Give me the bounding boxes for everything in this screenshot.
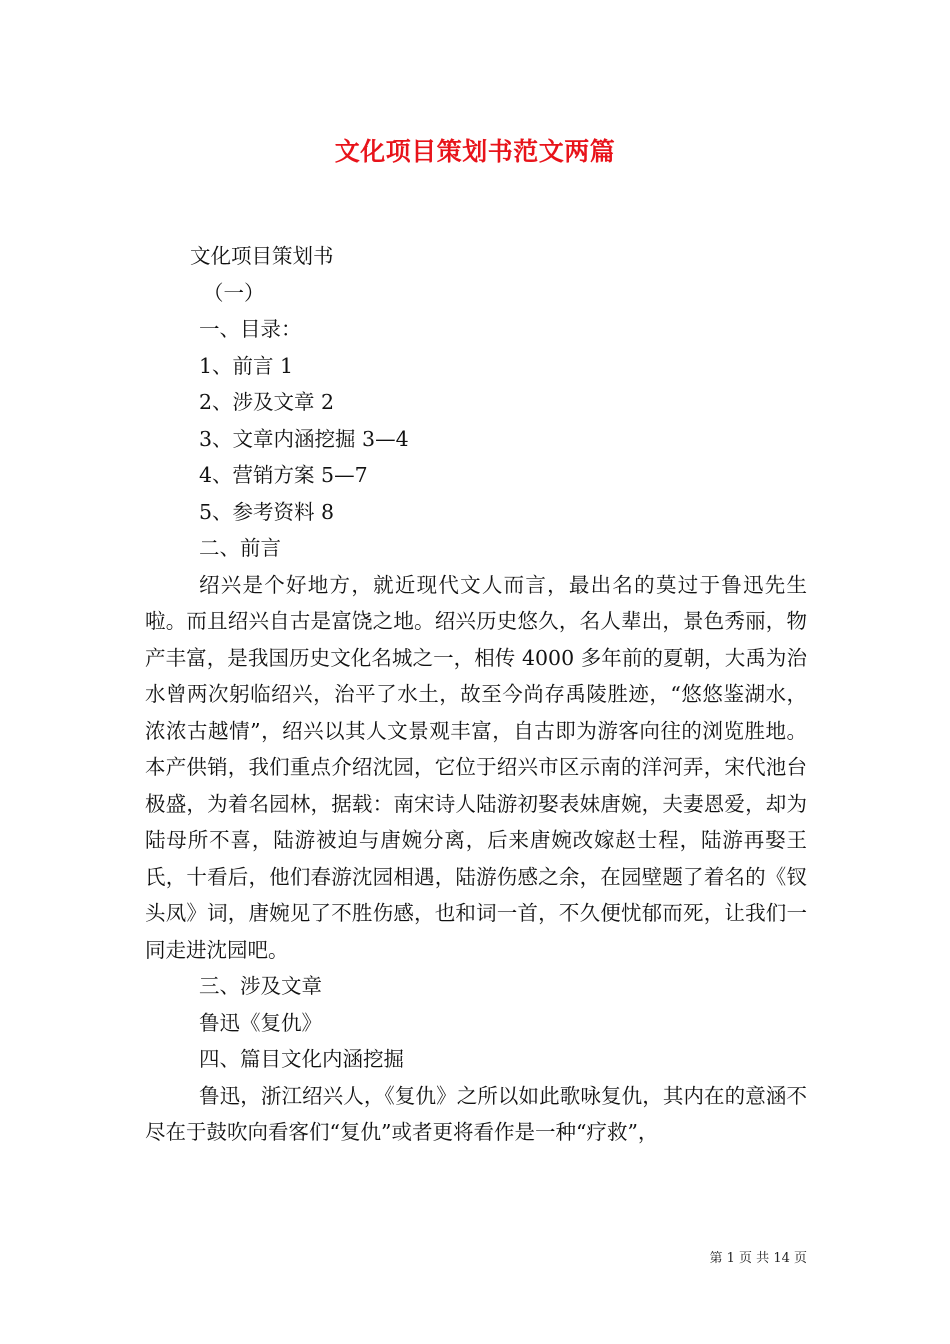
section-heading-analysis: 四、篇目文化内涵挖掘 — [199, 1047, 404, 1071]
part-label: （一） — [203, 280, 265, 305]
document-title: 文化项目策划书范文两篇 — [334, 137, 616, 166]
section-heading-preface: 二、前言 — [199, 536, 281, 560]
section-heading-articles: 三、涉及文章 — [199, 974, 322, 998]
toc-item: 2、涉及文章 2 — [199, 390, 335, 414]
analysis-paragraph: 鲁迅，浙江绍兴人，《复仇》之所以如此歌咏复仇，其内在的意涵不尽在于鼓吹向看客们“复仇”或者更将看作是一种“疗救”， — [145, 1083, 807, 1144]
toc-item: 1、前言 1 — [199, 353, 294, 378]
toc-heading: 一、目录： — [199, 317, 302, 341]
document-body — [145, 238, 807, 1151]
toc-item: 3、文章内涵挖掘 3—4 — [199, 426, 409, 451]
article-item: 鲁迅《复仇》 — [199, 1010, 322, 1035]
toc-item: 5、参考资料 8 — [199, 499, 335, 524]
preface-paragraph: 绍兴是个好地方，就近现代文人而言，最出名的莫过于鲁迅先生啦。而且绍兴自古是富饶之地。绍兴历史悠久，名人辈出，景色秀丽，物产丰富，是我国历史文化名城之一，相传 4000 多年前的夏朝，大禹为治水曾两次躬临绍兴，治平了水土，故至今尚存禹陵胜迹，“悠悠鉴湖水，浓浓古越情”，绍兴以其人文景观丰富，自古即为游客向往的浏览胜地。本产供销，我们重点介绍沈园，它位于绍兴市区示南的洋河弄，宋代池台极盛，为着名园林，据载：南宋诗人陆游初娶表妹唐婉，夫妻恩爱，却为陆母所不喜，陆游被迫与唐婉分离，后来唐婉改嫁赵士程，陆游再娶王氏，十看后，他们春游沈园相遇，陆游伤感之余，在园壁题了着名的《钗头凤》词，唐婉见了不胜伤感，也和词一首，不久便忧郁而死，让我们一同走进沈园吧。 — [145, 572, 807, 962]
document-subtitle: 文化项目策划书 — [190, 244, 334, 268]
toc-item: 4、营销方案 5—7 — [199, 463, 368, 487]
page-number: 第 1 页 共 14 页 — [709, 1251, 807, 1266]
